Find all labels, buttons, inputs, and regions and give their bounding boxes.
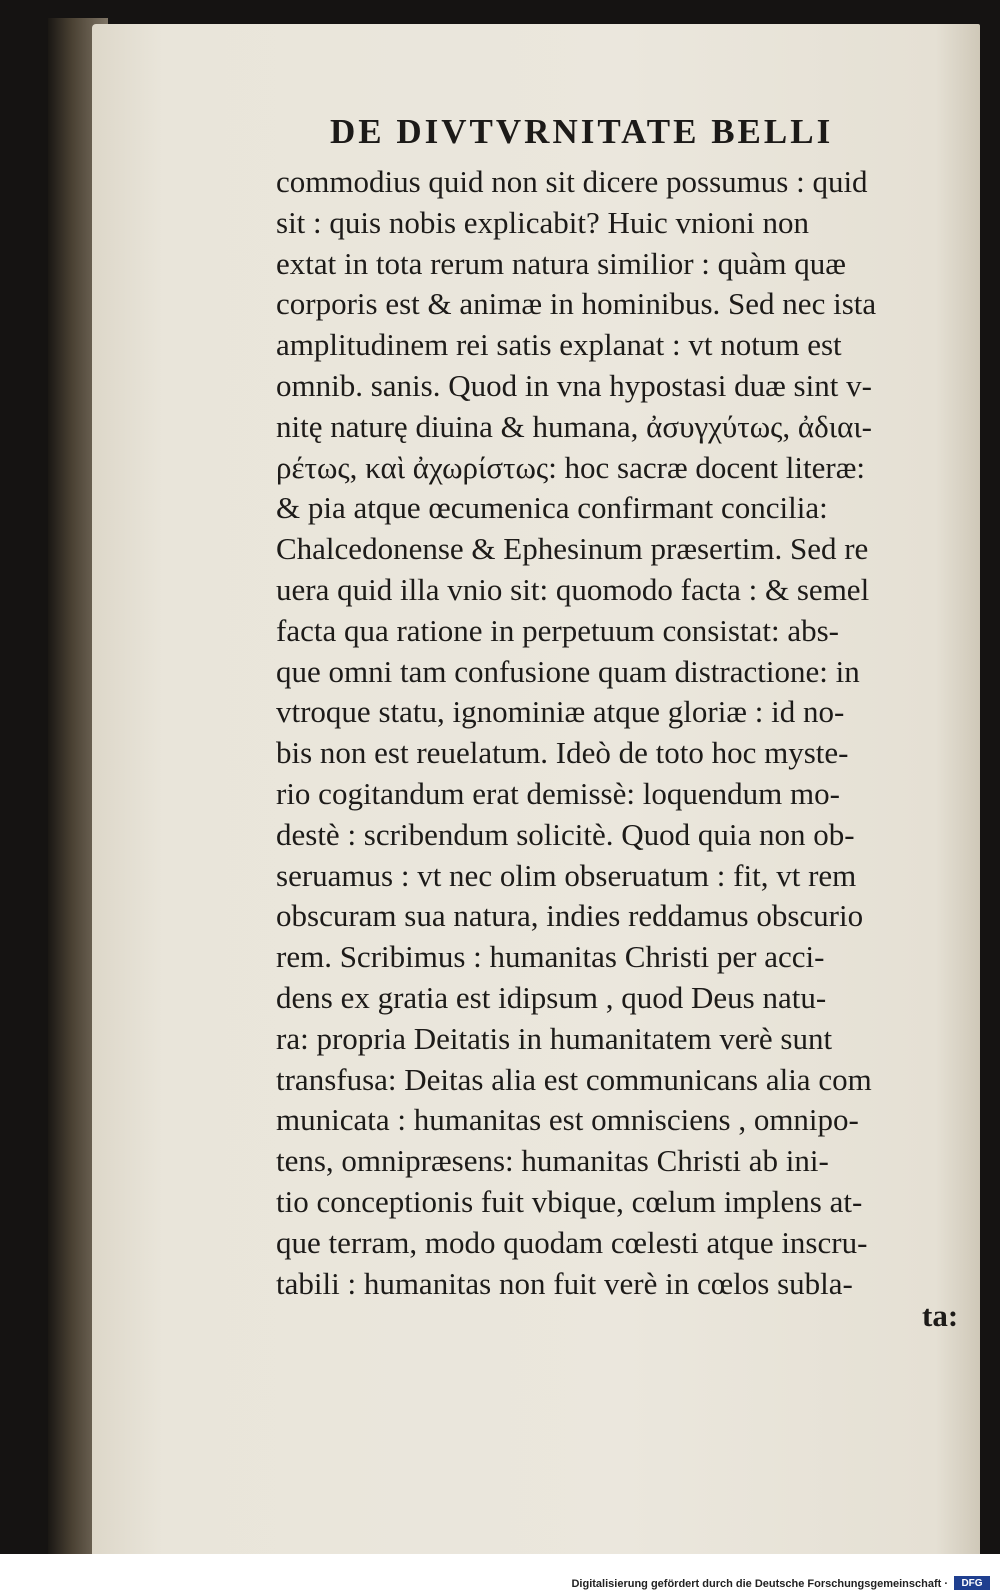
text-line: que omni tam confusione quam distractione: in — [276, 653, 860, 689]
text-line: transfusa: Deitas alia est communicans alia com — [276, 1061, 872, 1097]
text-line: ρέτως, καὶ ἀχωρίστως: hoc sacræ docent literæ: — [276, 449, 865, 485]
dfg-logo: DFG — [954, 1576, 990, 1590]
running-head: DE DIVTVRNITATE BELLI — [330, 112, 834, 151]
text-line: corporis est & animæ in hominibus. Sed nec ista — [276, 286, 877, 322]
text-line: omnib. sanis. Quod in vna hypostasi duæ sint v- — [276, 367, 872, 403]
funding-credit: Digitalisierung gefördert durch die Deutsche Forschungsgemeinschaft · — [571, 1578, 948, 1590]
text-line: municata : humanitas est omnisciens , omnipo- — [276, 1102, 859, 1138]
text-line: tens, omnipræsens: humanitas Christi ab ini- — [276, 1143, 829, 1179]
text-line: & pia atque œcumenica confirmant concilia: — [276, 490, 828, 526]
text-line: bis non est reuelatum. Ideò de toto hoc myste- — [276, 735, 849, 771]
text-line: dens ex gratia est idipsum , quod Deus natu- — [276, 979, 827, 1015]
text-line: seruamus : vt nec olim obseruatum : fit, vt rem — [276, 857, 857, 893]
text-line: obscuram sua natura, indies reddamus obscurio — [276, 898, 864, 934]
text-line: rio cogitandum erat demissè: loquendum mo- — [276, 775, 840, 811]
text-line: tabili : humanitas non fuit verè in cœlos subla- — [276, 1265, 853, 1301]
text-line: commodius quid non sit dicere possumus : quid — [276, 164, 868, 199]
text-line: facta qua ratione in perpetuum consistat: abs- — [276, 612, 839, 648]
text-line: uera quid illa vnio sit: quomodo facta : & semel — [276, 571, 870, 607]
text-line: amplitudinem rei satis explanat : vt notum est — [276, 327, 842, 363]
text-line: nitę naturę diuina & humana, ἀσυγχύτως, ἀδιαι- — [276, 408, 873, 444]
text-block — [276, 162, 966, 1304]
text-line: tio conceptionis fuit vbique, cœlum implens at- — [276, 1183, 863, 1219]
text-line: Chalcedonense & Ephesinum præsertim. Sed re — [276, 531, 869, 567]
text-line: sit : quis nobis explicabit? Huic vnioni non — [276, 204, 809, 240]
text-line: que terram, modo quodam cœlesti atque inscru- — [276, 1224, 868, 1260]
text-line: ra: propria Deitatis in humanitatem verè sunt — [276, 1020, 833, 1056]
text-line: vtroque statu, ignominiæ atque gloriæ : id no- — [276, 694, 845, 730]
text-line: extat in tota rerum natura similior : quàm quæ — [276, 245, 846, 281]
catchword: ta: — [922, 1298, 959, 1333]
text-line: destè : scribendum solicitè. Quod quia non ob- — [276, 816, 855, 852]
text-line: rem. Scribimus : humanitas Christi per acci- — [276, 939, 825, 975]
